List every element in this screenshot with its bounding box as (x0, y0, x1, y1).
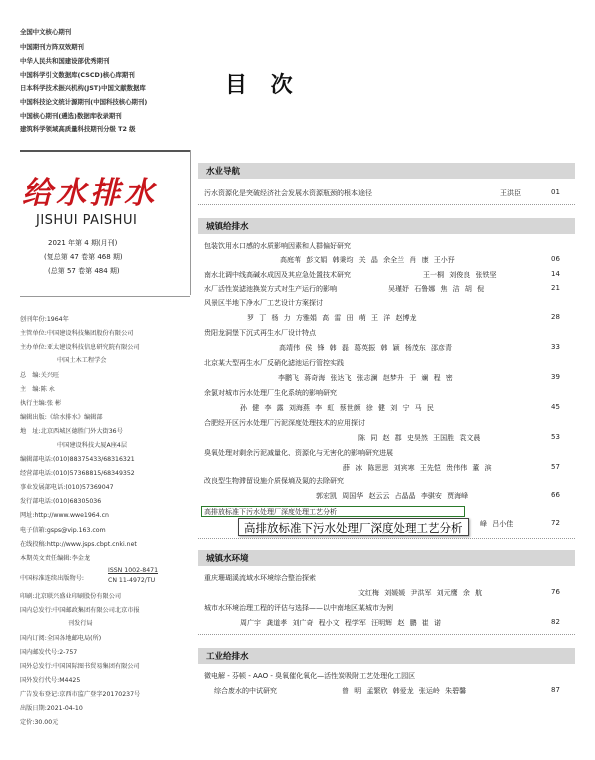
info-line: 事业发展部电话:(010)57369047 (20, 484, 114, 491)
toc-title: 目 次 (225, 73, 301, 98)
info-line: 地 址:北京西城区德胜门外大街36号 (20, 428, 123, 435)
article-title[interactable]: 改良型生物滞留设施介质保墒及氮的去除研究 (204, 477, 344, 485)
submission-link[interactable]: 在线投稿:http://www.jsps.cbpt.cnki.net (20, 541, 137, 548)
article-page[interactable]: 33 (551, 343, 560, 351)
left-divider (20, 150, 190, 152)
section-title: 水业导航 (206, 167, 241, 177)
info-line: 主 编:陈 永 (20, 386, 55, 393)
info-line: 创刊年份:1964年 (20, 316, 69, 323)
article-authors: 罗 丁 杨 力 方雅娟 高 雷 田 萌 王 洋 赵博龙 (247, 314, 417, 322)
index-line: 全国中文核心期刊 (20, 28, 72, 36)
section-title: 工业给排水 (206, 652, 249, 662)
article-title-selected[interactable]: 高排放标准下污水处理厂深度处理工艺分析 (204, 508, 337, 516)
article-page[interactable]: 21 (551, 284, 560, 292)
divider (198, 204, 575, 205)
article-title[interactable]: 包装饮用水口感的水质影响因素和人群偏好研究 (204, 242, 351, 250)
article-page[interactable]: 53 (551, 433, 560, 441)
article-page[interactable]: 28 (551, 313, 560, 321)
index-line: 中国科技论文统计源期刊(中国科技核心期刊) (20, 98, 148, 106)
article-page[interactable]: 39 (551, 373, 560, 381)
article-authors: 文红梅 刘媛媛 尹洪军 刘元鹰 余 航 (358, 589, 483, 597)
article-title[interactable]: 风景区半地下净水厂工艺设计方案探讨 (204, 299, 323, 307)
article-page[interactable]: 45 (551, 403, 560, 411)
article-title[interactable]: 重庆珊瑚溪流域水环境综合整治探索 (204, 574, 316, 582)
article-authors: 郭宏凯 周国华 赵云云 占晶晶 李骐安 贾海峰 (316, 492, 469, 500)
article-title[interactable]: 微电解 - 芬顿 - AAO - 臭氧催化氧化—活性炭吸附工艺处理化工园区 (204, 672, 416, 680)
info-line: 广告发布登记:京西市监广登字20170237号 (20, 691, 141, 698)
info-line: 主管单位:中国建设科技集团股份有限公司 (20, 330, 134, 337)
info-line: 国内订阅:全国各地邮电局(所) (20, 635, 102, 642)
issue-line: (总第 57 卷第 484 期) (48, 267, 120, 275)
index-line: 中国期刊方阵双效期刊 (20, 43, 84, 51)
article-title[interactable]: 合肥经开区污水处理厂污泥深度处理技术的应用探讨 (204, 419, 365, 427)
info-line: 中国土木工程学会 (57, 357, 107, 364)
article-page[interactable]: 06 (551, 255, 560, 263)
index-line: 中华人民共和国建设部优秀期刊 (20, 57, 110, 65)
article-page[interactable]: 14 (551, 270, 560, 278)
article-page[interactable]: 87 (551, 686, 560, 694)
article-title[interactable]: 余氯对城市污水处理厂生化系统的影响研究 (204, 389, 337, 397)
divider (198, 538, 575, 539)
article-authors: 高庭苇 彭文娟 韩秉均 关 晶 余全兰 肖 康 王小㐨 (280, 256, 455, 264)
article-authors: 王洪臣 (500, 189, 521, 197)
hover-tooltip: 高排放标准下污水处理厂深度处理工艺分析 (238, 518, 469, 536)
info-line: 国外发行代号:M4425 (20, 677, 81, 684)
journal-logo: 给水排水 (22, 176, 158, 211)
info-line: 发行部电话:(010)68305036 (20, 498, 102, 505)
info-divider (20, 296, 190, 297)
article-page[interactable]: 72 (551, 519, 560, 527)
article-title[interactable]: 水厂活性炭滤池换炭方式对生产运行的影响 (204, 285, 337, 293)
journal-pinyin: JISHUI PAISHUI (36, 213, 138, 228)
article-authors: 孙 健 李 露 刘海燕 李 虹 蔡世颜 徐 健 刘 宁 马 民 (240, 404, 434, 412)
issue-line: 2021 年第 4 期(月刊) (48, 239, 118, 247)
article-title[interactable]: 贵阳龙洞堡下沉式再生水厂设计特点 (204, 329, 316, 337)
info-line: 中国建设科技大厦A座4层 (57, 442, 128, 449)
article-authors: 曾 明 孟繁欣 韩爱龙 张运岭 朱碧馨 (342, 687, 467, 695)
issue-line: (复总第 47 卷第 468 期) (44, 253, 123, 261)
info-line: 刊发行局 (68, 620, 93, 627)
article-page[interactable]: 01 (551, 188, 560, 196)
article-title[interactable]: 综合废水的中试研究 (214, 687, 277, 695)
article-authors: 峰 吕小佳 (480, 520, 514, 528)
section-header (198, 163, 575, 179)
info-line: 印刷:北京联兴盛业印刷股份有限公司 (20, 593, 122, 600)
issn-line: ISSN 1002-8471 (108, 567, 159, 574)
email-link[interactable]: 电子信箱:gsps@vip.163.com (20, 527, 106, 534)
article-page[interactable]: 76 (551, 588, 560, 596)
divider (198, 634, 575, 635)
section-header (198, 218, 575, 234)
article-page[interactable]: 66 (551, 491, 560, 499)
info-line: 国内总发行:中国邮政集团有限公司北京市报 (20, 607, 140, 614)
cn-line: CN 11-4972/TU (108, 577, 156, 584)
index-line: 日本科学技术振兴机构(JST)中国文献数据库 (20, 84, 146, 92)
article-title[interactable]: 污水资源化是突破经济社会发展水资源瓶颈的根本途径 (204, 189, 372, 197)
article-authors: 吴瑾妤 石鲁娜 焦 洁 胡 倪 (388, 285, 485, 293)
index-line: 中国科学引文数据库(CSCD)核心库期刊 (20, 71, 135, 79)
article-title[interactable]: 北京某大型再生水厂反硝化滤池运行管控实践 (204, 359, 344, 367)
article-authors: 李鹏飞 蒋奇海 张达飞 张志澜 赵梦升 于 斓 程 密 (278, 374, 453, 382)
article-authors: 陈 同 赵 郡 史昊然 王国胜 袁文晨 (358, 434, 481, 442)
index-line: 建筑科学领域高质量科技期刊分级 T2 级 (20, 125, 136, 133)
article-title[interactable]: 城市水环境治理工程的评估与选择——以中南地区某城市为例 (204, 604, 393, 612)
info-line: 本期英文责任编辑:李金龙 (20, 555, 91, 562)
index-line: 中国核心期刊(遴选)数据库收录期刊 (20, 112, 122, 120)
section-header (198, 550, 575, 566)
info-line: 执行主编:张 彬 (20, 400, 62, 407)
website-link[interactable]: 网址:http://www.wwe1964.cn (20, 512, 109, 519)
article-page[interactable]: 82 (551, 618, 560, 626)
article-authors: 高靖伟 侯 锋 韩 磊 葛英振 韩 颖 杨茂东 邵彦青 (279, 344, 453, 352)
info-line: 编辑出版:《给水排水》编辑部 (20, 414, 103, 421)
section-header (198, 648, 575, 664)
info-line: 中国标准连续出版物号: (20, 575, 84, 582)
info-line: 总 编:关兴旺 (20, 372, 60, 379)
article-authors: 王一桐 刘俊良 张铁坚 (423, 271, 497, 279)
info-line: 国外总发行:中国国际图书贸易集团有限公司 (20, 663, 140, 670)
info-line: 经营部电话:(010)57368815/68349352 (20, 470, 135, 477)
section-title: 城镇给排水 (206, 222, 249, 232)
article-title[interactable]: 臭氧处理对剩余污泥减量化、资源化与无害化的影响研究进展 (204, 449, 393, 457)
article-authors: 薛 冰 陈思思 刘宾寒 王先恺 贵伟伟 董 滨 (343, 464, 492, 472)
info-line: 主办单位:亚太建设科技信息研究院有限公司 (20, 344, 140, 351)
vertical-divider (190, 150, 191, 295)
info-line: 定价:30.00元 (20, 719, 59, 726)
section-title: 城镇水环境 (206, 554, 249, 564)
article-authors: 周广宇 龚道孝 刘广奇 程小文 程学军 汪明辉 赵 鹏 崔 诺 (240, 619, 442, 627)
info-line: 编辑部电话:(010)88375433/68316321 (20, 456, 135, 463)
article-page[interactable]: 57 (551, 463, 560, 471)
article-title[interactable]: 南水北调中线高碱水成因及其应急处置技术研究 (204, 271, 351, 279)
info-line: 国内邮发代号:2-757 (20, 649, 78, 656)
info-line: 出版日期:2021-04-10 (20, 705, 83, 712)
